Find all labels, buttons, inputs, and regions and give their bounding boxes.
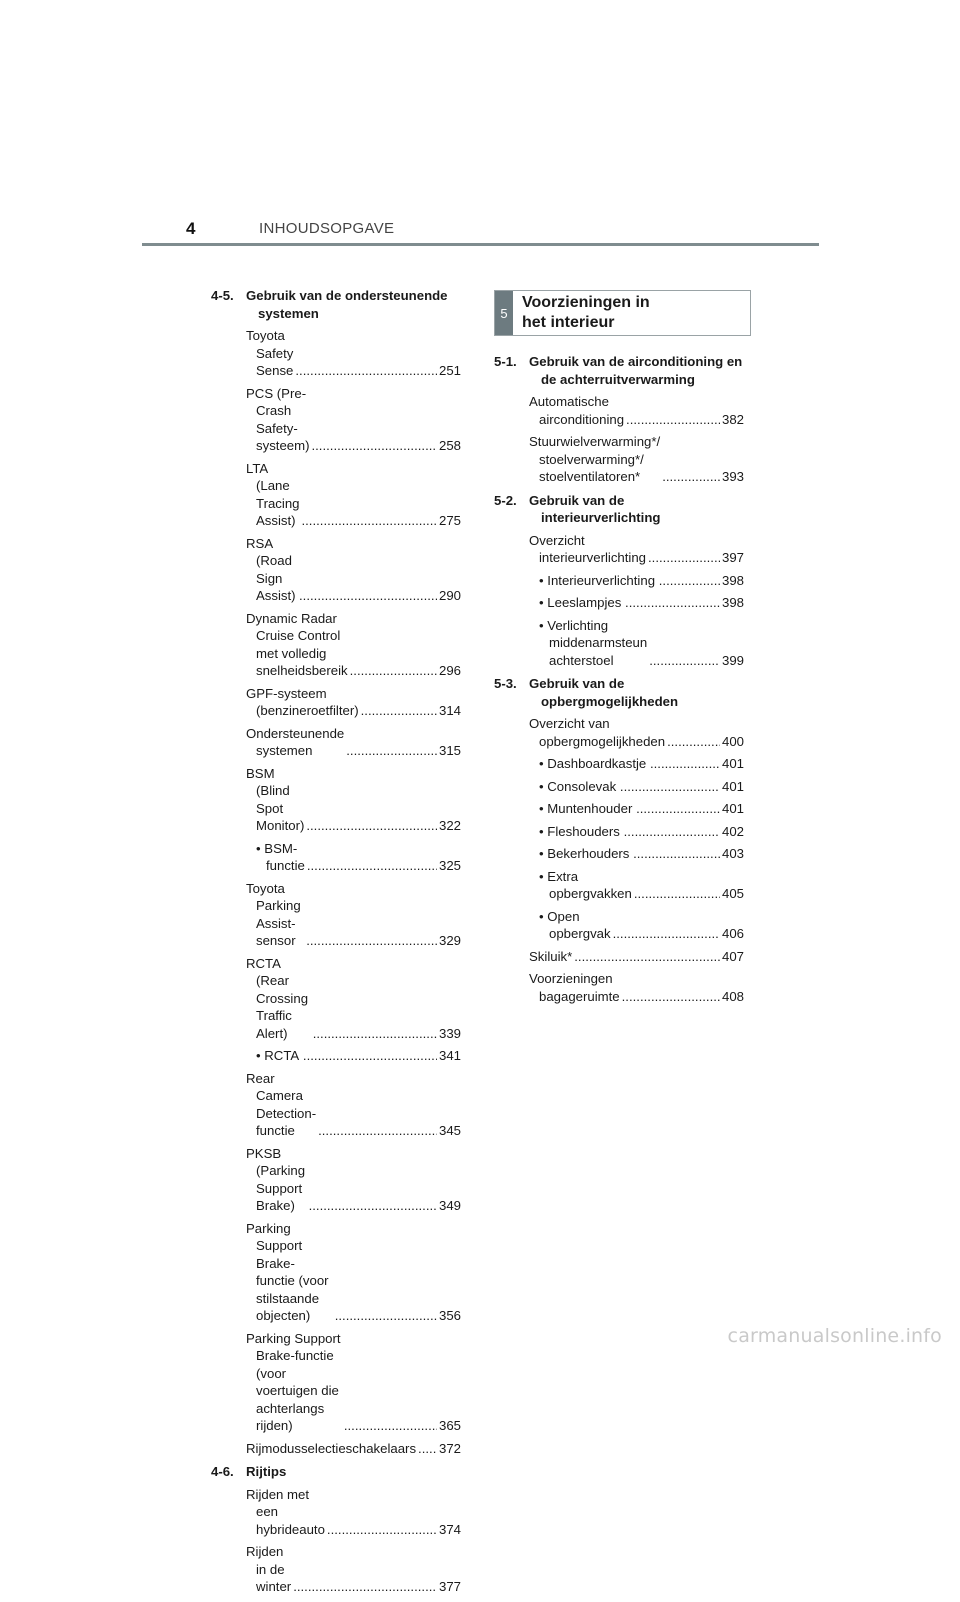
toc-section: [211, 1463, 461, 1596]
toc-entry-page: 275: [438, 513, 461, 528]
section-title[interactable]: Gebruik van de ondersteunende systemen: [246, 288, 448, 321]
toc-entry[interactable]: [246, 1220, 461, 1325]
toc-entry-label: • Muntenhouder: [539, 801, 633, 816]
dot-leader: [313, 1025, 437, 1043]
toc-entry-label: Stuurwielverwarming*/ stoelverwarming*/ stoelventilatoren*: [529, 434, 661, 484]
toc-section: [494, 492, 744, 670]
toc-entry-label: PKSB (Parking Support Brake): [246, 1145, 306, 1213]
dot-leader: [346, 742, 437, 760]
toc-entry-page: 405: [721, 886, 744, 901]
dot-leader: [650, 755, 720, 773]
dot-leader: [648, 549, 720, 567]
dot-leader: [293, 1578, 437, 1596]
toc-section: [211, 287, 461, 1457]
dot-leader: [667, 733, 720, 751]
toc-entry[interactable]: [539, 868, 744, 903]
dot-leader: [335, 1307, 437, 1325]
toc-entry[interactable]: [539, 617, 744, 670]
toc-entry-label: • Extra opbergvakken: [539, 868, 632, 901]
dot-leader: [574, 948, 720, 966]
toc-entry-label: Overzicht van opbergmogelijkheden: [529, 716, 666, 749]
section-number: 4-5.: [211, 288, 234, 303]
toc-entry[interactable]: [539, 800, 744, 818]
dot-leader: [636, 800, 720, 818]
toc-entry[interactable]: [246, 1440, 461, 1458]
toc-entry-page: 398: [721, 595, 744, 610]
dot-leader: [311, 437, 437, 455]
toc-entry[interactable]: [539, 908, 744, 943]
toc-entry[interactable]: [529, 715, 744, 750]
toc-entry-page: 365: [438, 1418, 461, 1433]
toc-entry-page: 329: [438, 933, 461, 948]
toc-entry-label: BSM (Blind Spot Monitor): [246, 765, 305, 833]
section-title[interactable]: Rijtips: [246, 1464, 287, 1479]
toc-entry[interactable]: [246, 385, 461, 455]
dot-leader: [634, 885, 720, 903]
toc-entry-label: PCS (Pre-Crash Safety-systeem): [246, 385, 310, 453]
toc-entry-page: 408: [721, 988, 744, 1004]
toc-left-column: [211, 287, 461, 1602]
section-number: 5-2.: [494, 492, 517, 508]
toc-entry-page: 401: [721, 756, 744, 771]
chapter-title-line-2: het interieur: [522, 314, 615, 331]
toc-entry-label: Rijden met een hybrideauto: [246, 1486, 325, 1537]
toc-entry-page: 398: [721, 572, 744, 588]
dot-leader: [306, 932, 437, 950]
toc-entry-label: Parking Support Brake-functie (voor stilstaande objecten): [246, 1220, 329, 1323]
watermark-text: carmanualsonline.info: [727, 1325, 942, 1347]
toc-entry-label: Overzicht interieurverlichting: [529, 532, 647, 565]
toc-entry[interactable]: [246, 460, 461, 530]
toc-entry-page: 399: [721, 652, 744, 668]
dot-leader: [620, 778, 720, 796]
toc-entry-page: 349: [438, 1198, 461, 1213]
toc-entry-label: Toyota Safety Sense: [246, 328, 294, 378]
dot-leader: [649, 652, 720, 670]
dot-leader: [624, 823, 720, 841]
toc-entry-page: 407: [721, 948, 744, 964]
toc-entry-label: Skiluik*: [529, 948, 573, 964]
toc-entry-page: 374: [438, 1521, 461, 1537]
toc-entry-page: 341: [438, 1048, 461, 1063]
toc-entry[interactable]: [539, 755, 744, 773]
toc-entry[interactable]: [246, 327, 461, 380]
toc-entry-page: 382: [721, 411, 744, 427]
toc-entry[interactable]: [539, 778, 744, 796]
dot-leader: [301, 512, 437, 530]
toc-entry-page: 258: [438, 438, 461, 453]
toc-entry-page: 339: [438, 1025, 461, 1041]
toc-entry[interactable]: [246, 725, 461, 760]
toc-entry-label: RSA (Road Sign Assist): [246, 535, 296, 603]
toc-entry-label: RCTA (Rear Crossing Traffic Alert): [246, 955, 309, 1041]
dot-leader: [418, 1440, 437, 1458]
toc-entry-label: • Dashboardkastje: [539, 756, 647, 771]
toc-entry-page: 296: [438, 663, 461, 678]
toc-entry-label: • RCTA: [256, 1048, 300, 1063]
toc-entry-page: 402: [721, 823, 744, 839]
toc-entry-page: 290: [438, 588, 461, 603]
toc-entry-page: 314: [438, 703, 461, 718]
dot-leader: [350, 662, 437, 680]
toc-entry-label: Rijden in de winter: [246, 1544, 292, 1594]
page-title: INHOUDSOPGAVE: [259, 220, 395, 237]
toc-entry-page: 322: [438, 818, 461, 833]
toc-entry[interactable]: [246, 610, 461, 680]
toc-entry[interactable]: [539, 594, 744, 612]
dot-leader: [295, 362, 437, 380]
dot-leader: [662, 468, 720, 486]
toc-entry[interactable]: [529, 948, 744, 966]
toc-entry-label: • BSM-functie: [256, 840, 305, 873]
toc-entry-page: 372: [438, 1440, 461, 1456]
toc-entry-label: Automatische airconditioning: [529, 394, 625, 427]
toc-entry-page: 251: [438, 363, 461, 378]
toc-entry-label: • Bekerhouders: [539, 846, 630, 861]
toc-entry[interactable]: [246, 1330, 461, 1435]
toc-section: [494, 353, 744, 486]
toc-right-column: [494, 353, 744, 1011]
dot-leader: [309, 1197, 437, 1215]
dot-leader: [318, 1122, 437, 1140]
page-header: [0, 0, 960, 250]
chapter-tab: 5: [495, 291, 513, 335]
toc-entry[interactable]: [246, 765, 461, 835]
toc-entry-label: • Open opbergvak: [539, 908, 611, 941]
dot-leader: [306, 817, 437, 835]
dot-leader: [361, 702, 437, 720]
toc-entry-label: • Verlichting middenarmsteun achterstoel: [539, 617, 648, 668]
toc-entry-label: LTA (Lane Tracing Assist): [246, 460, 300, 528]
dot-leader: [613, 925, 720, 943]
dot-leader: [303, 1047, 437, 1065]
toc-entry[interactable]: [256, 1047, 461, 1065]
page-number: 4: [186, 219, 196, 238]
toc-entry-label: Rijmodusselectieschakelaars: [246, 1440, 417, 1456]
toc-entry[interactable]: [529, 970, 744, 1005]
toc-entry-page: 397: [721, 550, 744, 565]
toc-entry-label: • Consolevak: [539, 778, 617, 794]
toc-entry-page: 393: [721, 469, 744, 484]
toc-entry[interactable]: [246, 1145, 461, 1215]
section-title[interactable]: Gebruik van de airconditioning en de achterruitverwarming: [529, 354, 743, 387]
toc-entry[interactable]: [246, 535, 461, 605]
toc-entry[interactable]: [539, 572, 744, 590]
toc-entry-label: Ondersteunende systemen: [246, 725, 345, 758]
toc-entry[interactable]: [256, 840, 461, 875]
toc-entry-label: Voorzieningen bagageruimte: [529, 971, 620, 1004]
section-title[interactable]: Gebruik van de opbergmogelijkheden: [529, 676, 679, 709]
chapter-title: [513, 291, 650, 335]
dot-leader: [307, 857, 437, 875]
toc-entry[interactable]: [246, 880, 461, 950]
toc-entry[interactable]: [246, 1543, 461, 1596]
toc-entry-page: 356: [438, 1308, 461, 1323]
dot-leader: [299, 587, 437, 605]
toc-entry[interactable]: [529, 393, 744, 428]
toc-entry[interactable]: [246, 1070, 461, 1140]
dot-leader: [659, 572, 720, 590]
dot-leader: [327, 1521, 437, 1539]
toc-entry-page: 401: [721, 778, 744, 794]
toc-entry-page: 406: [721, 926, 744, 941]
toc-entry[interactable]: [246, 685, 461, 720]
toc-entry[interactable]: [246, 955, 461, 1043]
toc-entry-label: Dynamic Radar Cruise Control met volledig snelheidsbereik: [246, 610, 348, 678]
toc-entry-page: 403: [721, 846, 744, 861]
chapter-title-line-1: Voorzieningen in: [522, 294, 650, 311]
toc-entry-label: • Interieurverlichting: [539, 572, 656, 588]
chapter-heading: [494, 290, 751, 336]
toc-entry-page: 345: [438, 1123, 461, 1138]
dot-leader: [622, 988, 720, 1006]
toc-entry-page: 400: [721, 733, 744, 749]
dot-leader: [633, 845, 720, 863]
toc-entry-label: GPF-systeem (benzineroetfilter): [246, 685, 359, 718]
toc-entry[interactable]: [539, 823, 744, 841]
toc-entry[interactable]: [529, 532, 744, 567]
toc-entry-label: Toyota Parking Assist-sensor: [246, 880, 301, 948]
section-number: 4-6.: [211, 1464, 234, 1479]
section-number: 5-3.: [494, 676, 517, 691]
dot-leader: [626, 411, 720, 429]
toc-entry-page: 401: [721, 801, 744, 816]
toc-entry-page: 377: [438, 1579, 461, 1594]
toc-entry-page: 325: [438, 858, 461, 873]
toc-entry-label: • Fleshouders: [539, 823, 620, 839]
toc-entry[interactable]: [529, 433, 744, 486]
section-title[interactable]: Gebruik van de interieurverlichting: [529, 492, 661, 525]
toc-entry[interactable]: [246, 1486, 461, 1539]
toc-entry[interactable]: [539, 845, 744, 863]
toc-entry-label: Parking Support Brake-functie (voor voertuigen die achterlangs rijden): [246, 1330, 341, 1433]
dot-leader: [344, 1417, 437, 1435]
toc-entry-label: • Leeslampjes: [539, 595, 622, 610]
section-number: 5-1.: [494, 354, 517, 369]
toc-section: [494, 675, 744, 1005]
toc-entry-label: Rear Camera Detection-functie: [246, 1070, 317, 1138]
dot-leader: [625, 594, 720, 612]
header-divider: [142, 243, 819, 246]
toc-entry-page: 315: [438, 743, 461, 758]
